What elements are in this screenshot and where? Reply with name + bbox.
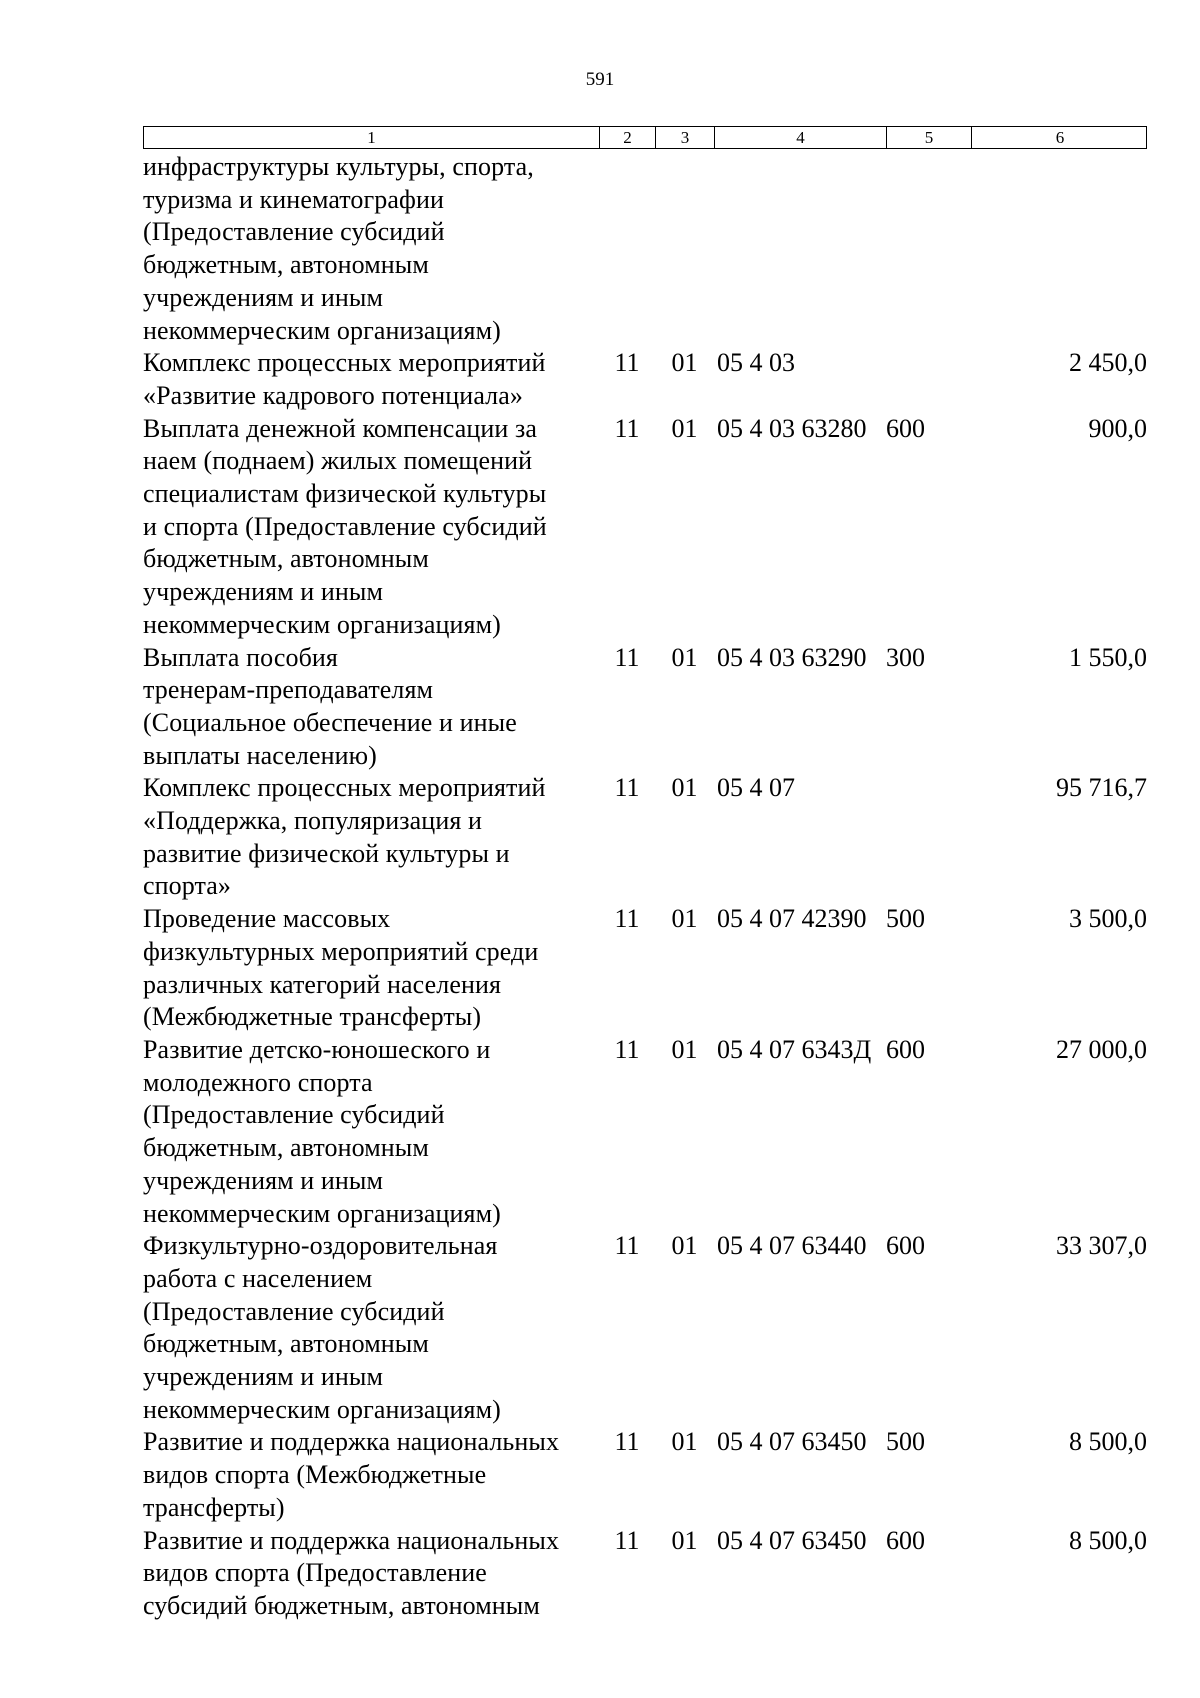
row-expense-type: 300	[886, 642, 925, 672]
table-row	[143, 1525, 1147, 1623]
table-row	[143, 772, 1147, 903]
row-section: 11	[614, 348, 640, 378]
row-expense-type: 500	[886, 904, 925, 934]
table-row	[143, 642, 1147, 773]
row-amount	[971, 151, 1147, 347]
row-expense-type: 600	[886, 1034, 925, 1064]
row-expense-type	[886, 347, 971, 412]
table-body	[143, 151, 1147, 1623]
row-subsection: 01	[671, 1525, 698, 1555]
row-section: 11	[614, 1427, 640, 1457]
row-subsection: 01	[671, 642, 698, 672]
row-expense-type: 500	[886, 1427, 925, 1457]
row-description: Комплекс процессных мероприятий «Развитие кадрового потенциала»	[143, 348, 546, 410]
row-amount: 2 450,0	[1069, 348, 1147, 378]
table-row	[143, 1230, 1147, 1426]
row-amount: 8 500,0	[1069, 1525, 1147, 1555]
row-expense-type: 600	[886, 1231, 925, 1261]
header-cell-6: 6	[1055, 128, 1065, 147]
row-subsection	[655, 151, 714, 347]
header-cell-5: 5	[887, 127, 972, 148]
table-row	[143, 1426, 1147, 1524]
row-section: 11	[614, 904, 640, 934]
header-cell-4: 4	[715, 127, 887, 148]
header-cell-2: 2	[600, 127, 656, 148]
row-expense-type: 600	[886, 1525, 925, 1555]
header-cell-3: 3	[656, 127, 715, 148]
row-description: Физкультурно-оздоровительная работа с населением (Предоставление субсидий бюджетным, автономным учреждениям и иным некоммерческим организациям)	[143, 1231, 501, 1424]
row-description: Выплата денежной компенсации за наем (поднаем) жилых помещений специалистам физической культуры и спорта (Предоставление субсидий бюджетным, автономным учреждениям и иным некоммерческим организациям)	[143, 413, 547, 639]
row-subsection: 01	[671, 1231, 698, 1261]
page-number: 591	[585, 69, 615, 90]
budget-table	[143, 126, 1147, 1623]
row-target-code: 05 4 07	[717, 773, 795, 803]
row-section: 11	[614, 642, 640, 672]
row-expense-type	[886, 151, 971, 347]
row-description: Развитие и поддержка национальных видов спорта (Предоставление субсидий бюджетным, автономным	[143, 1525, 560, 1620]
row-section: 11	[614, 413, 640, 443]
row-amount: 95 716,7	[1056, 773, 1147, 803]
row-section: 11	[614, 773, 640, 803]
table-row	[143, 413, 1147, 642]
table-row	[143, 903, 1147, 1034]
row-amount: 33 307,0	[1056, 1231, 1147, 1261]
row-amount: 3 500,0	[1069, 904, 1147, 934]
row-subsection: 01	[671, 904, 698, 934]
row-subsection: 01	[671, 348, 698, 378]
row-section: 11	[614, 1034, 640, 1064]
row-expense-type	[886, 772, 971, 903]
row-target-code: 05 4 03 63280	[717, 413, 867, 443]
row-description: Проведение массовых физкультурных мероприятий среди различных категорий населения (Межбюджетные трансферты)	[143, 904, 539, 1032]
row-expense-type: 600	[886, 413, 925, 443]
row-target-code	[714, 151, 886, 347]
row-amount: 27 000,0	[1056, 1034, 1147, 1064]
table-row	[143, 1034, 1147, 1230]
row-target-code: 05 4 07 63450	[717, 1427, 867, 1457]
row-description: Комплекс процессных мероприятий «Поддержка, популяризация и развитие физической культуры и спорта»	[143, 773, 546, 901]
row-amount: 1 550,0	[1069, 642, 1147, 672]
row-target-code: 05 4 07 63450	[717, 1525, 867, 1555]
table-row	[143, 347, 1147, 412]
row-subsection: 01	[671, 773, 698, 803]
table-header-row	[143, 126, 1147, 149]
row-section: 11	[614, 1525, 640, 1555]
row-target-code: 05 4 03	[717, 348, 795, 378]
row-target-code: 05 4 07 6343Д	[717, 1034, 872, 1064]
row-description: Развитие и поддержка национальных видов спорта (Межбюджетные трансферты)	[143, 1427, 560, 1522]
row-amount: 8 500,0	[1069, 1427, 1147, 1457]
row-amount: 900,0	[1088, 413, 1147, 443]
header-cell-1: 1	[144, 127, 600, 148]
row-target-code: 05 4 07 42390	[717, 904, 867, 934]
row-target-code: 05 4 03 63290	[717, 642, 867, 672]
row-subsection: 01	[671, 1427, 698, 1457]
table-row	[143, 151, 1147, 347]
row-section	[599, 151, 655, 347]
row-description: Развитие детско-юношеского и молодежного спорта (Предоставление субсидий бюджетным, автономным учреждениям и иным некоммерческим организациям)	[143, 1034, 501, 1228]
row-subsection: 01	[671, 1034, 698, 1064]
row-description: инфраструктуры культуры, спорта, туризма и кинематографии (Предоставление субсидий бюджетным, автономным учреждениям и иным некоммерческим организациям)	[143, 152, 534, 345]
row-section: 11	[614, 1231, 640, 1261]
row-subsection: 01	[671, 413, 698, 443]
row-description: Выплата пособия тренерам-преподавателям (Социальное обеспечение и иные выплаты населению)	[143, 642, 517, 770]
row-target-code: 05 4 07 63440	[717, 1231, 867, 1261]
